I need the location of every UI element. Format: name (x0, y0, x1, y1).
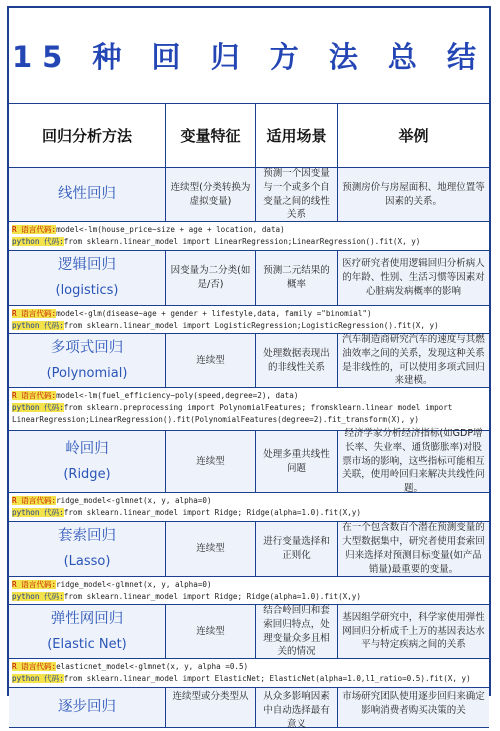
method-name (9, 168, 166, 221)
python-code: from sklearn.linear_model import LinearRegression;LinearRegression().fit(X, y) (63, 236, 421, 246)
method-scene: 预测一个因变量与一个或多个自变量之间的线性关系 (256, 168, 338, 221)
method-row-polynomial (9, 334, 489, 388)
header-method: 回归分析方法 (9, 104, 166, 167)
method-scene: 结合岭回归和套索回归特点，处理变量众多且相关的情况 (256, 605, 338, 658)
header-example: 举例 (398, 127, 429, 145)
method-title: 岭回归 (65, 440, 109, 457)
method-scene: 处理数据表现出的非线性关系 (256, 334, 338, 387)
method-row-stepwise (9, 688, 489, 728)
python-code: from sklearn.linear_model import Ridge; Ridge(alpha=1.0).fit(X,y) (63, 507, 361, 517)
r-code: model<-lm(house_price~size + age + location, data) (56, 225, 285, 234)
method-title: 多项式回归 (50, 339, 124, 356)
method-subtitle: (Polynomial) (46, 365, 128, 381)
r-code-label: R 语言代码: (12, 225, 57, 234)
r-code: model<-glm(disease~age + gender + lifestyle,data, family ="binomial") (56, 309, 372, 318)
summary-sheet (7, 6, 491, 730)
method-example: 在一个包含数百个潜在预测变量的大型数据集中，研究者使用套索回归来选择对预测目标变量(如产品销量)最重要的变量。 (342, 522, 485, 575)
method-title: 逻辑回归 (58, 257, 116, 274)
r-code: ridge_model<-glmnet(x, y, alpha=0) (56, 580, 212, 589)
page-title: 15 种 回 归 方 法 总 结 (9, 8, 489, 104)
method-title: 逐步回归 (58, 699, 116, 716)
method-feature: 连续型 (166, 522, 256, 576)
method-title: 套索回归 (58, 528, 116, 545)
method-row-ridge (9, 428, 489, 495)
method-name (9, 251, 166, 305)
method-example: 预测房价与房屋面积、地理位置等因素的关系。 (342, 181, 485, 207)
python-code-label: python 代码: (12, 673, 64, 683)
method-title: 弹性网回归 (50, 610, 124, 627)
python-code: from sklearn.linear_model import LogisticRegression;LogisticRegression().fit(X, y) (63, 320, 439, 330)
method-feature: 连续型 (166, 605, 256, 658)
r-code: ridge_model<-glmnet(x, y, alpha=0) (56, 496, 212, 505)
python-code-label: python 代码: (12, 402, 64, 412)
python-code-label: python 代码: (12, 507, 64, 517)
method-example: 基因组学研究中，科学家使用弹性网回归分析成千上万的基因表达水平与特定疾病之间的关系 (342, 611, 485, 651)
python-code: from sklearn.linear_model import Ridge; Ridge(alpha=1.0).fit(X,y) (63, 591, 361, 601)
python-code-label: python 代码: (12, 236, 64, 246)
python-code-label: python 代码: (12, 320, 64, 330)
method-feature: 连续型 (166, 334, 256, 387)
code-block-linear (9, 222, 489, 251)
method-row-elastic-net (9, 605, 489, 659)
r-code-label: R 语言代码: (12, 580, 57, 589)
header-scene: 适用场景 (256, 104, 338, 167)
method-subtitle: (logistics) (55, 283, 119, 299)
method-subtitle: (Elastic Net) (47, 636, 127, 652)
r-code-label: R 语言代码: (12, 309, 57, 318)
method-feature: 连续型 (166, 431, 256, 492)
method-row-logistic (9, 251, 489, 306)
method-scene: 从众多影响因素中自动选择最有意义 (256, 688, 338, 728)
method-row-linear (9, 168, 489, 222)
code-block-polynomial (9, 388, 489, 431)
method-feature: 连续型(分类转换为虚拟变量) (166, 168, 256, 221)
method-name (9, 431, 166, 492)
python-code-label: python 代码: (12, 591, 64, 601)
code-block-lasso (9, 577, 489, 605)
code-block-elastic-net (9, 659, 489, 688)
method-example: 医疗研究者使用逻辑回归分析病人的年龄、性别、生活习惯等因素对心脏病发病概率的影响 (342, 258, 485, 297)
method-example: 市场研究团队使用逐步回归来确定影响消费者购买决策的关 (342, 691, 485, 716)
r-code: model<-lm(fuel_efficiency~poly(speed,degree=2), data) (56, 391, 299, 400)
method-name (9, 605, 166, 658)
r-code: elasticnet_model<-glmnet(x, y, alpha =0.5) (56, 662, 249, 671)
code-block-logistic (9, 306, 489, 334)
r-code-label: R 语言代码: (12, 496, 57, 505)
method-feature: 连续型或分类型从 (166, 688, 256, 728)
method-scene: 进行变量选择和正则化 (256, 522, 338, 576)
method-row-lasso (9, 522, 489, 577)
method-name (9, 522, 166, 576)
r-code-label: R 语言代码: (12, 662, 57, 671)
r-code-label: R 语言代码: (12, 391, 57, 400)
method-example: 经济学家分析经济指标(如GDP增长率、失业率、通货膨胀率)对股票市场的影响，这些指标可能相互关联，使用岭回归来解决共线性问题。 (342, 428, 485, 495)
method-name (9, 688, 166, 728)
method-title: 线性回归 (58, 185, 116, 202)
code-block-ridge (9, 493, 489, 522)
table-header (9, 104, 489, 168)
python-code: from sklearn.preprocessing import PolynomialFeatures; fromsklearn.linear model import LinearRegression;LinearRegression().fit(PolynomialFeatures(degree=2).fit_transform(X), y) (12, 402, 453, 424)
method-feature: 因变量为二分类(如是/否) (166, 251, 256, 305)
method-scene: 预测二元结果的概率 (256, 251, 338, 305)
method-subtitle: (Ridge) (63, 466, 111, 482)
method-subtitle: (Lasso) (63, 554, 111, 570)
header-feature: 变量特征 (166, 104, 256, 167)
python-code: from sklearn.linear_model import ElasticNet; ElasticNet(alpha=1.0,l1_ratio=0.5).fit(X, y) (63, 673, 471, 683)
method-example: 汽车制造商研究汽车的速度与其燃油效率之间的关系，发现这种关系是非线性的，可以使用多项式回归来建模。 (342, 333, 485, 387)
method-name (9, 334, 166, 387)
method-scene: 处理多重共线性问题 (256, 431, 338, 492)
